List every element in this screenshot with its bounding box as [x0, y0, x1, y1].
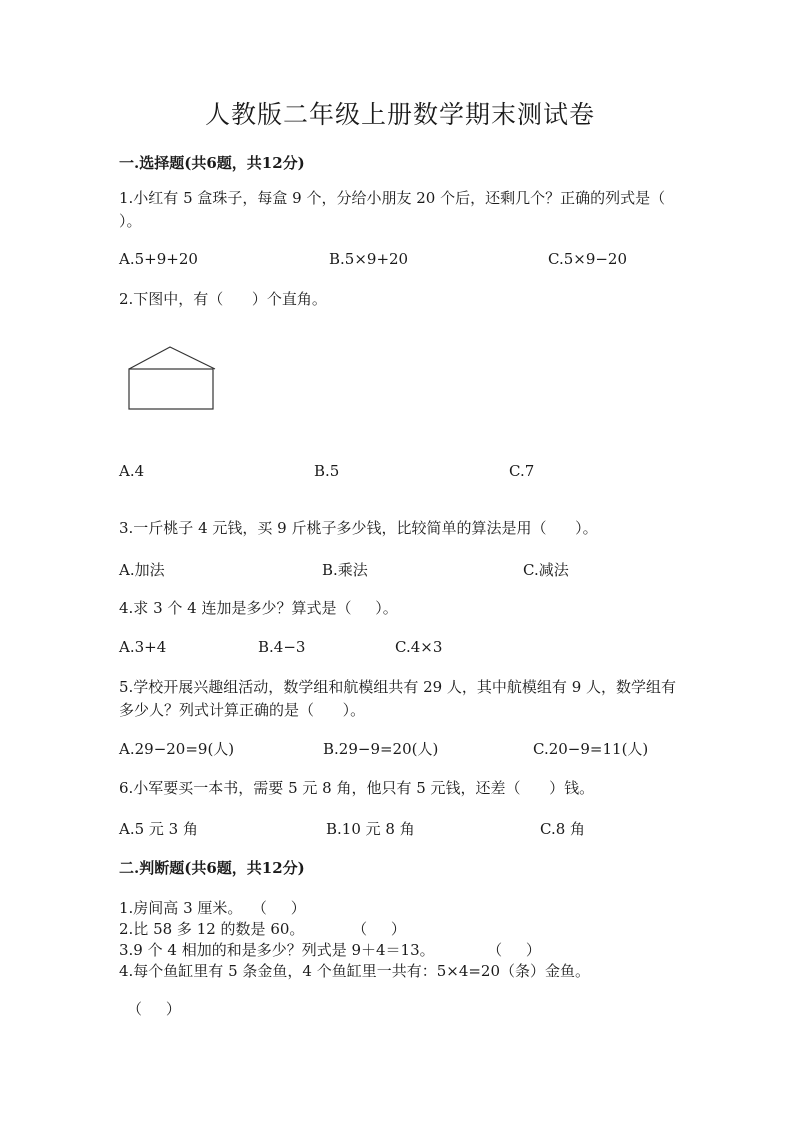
q3-option-c: C.减法 — [523, 561, 569, 579]
question-6: 6.小军要买一本书，需要 5 元 8 角，他只有 5 元钱，还差（ ）钱。 — [119, 779, 595, 797]
judgment-item-4: 4.每个鱼缸里有 5 条金鱼，4 个鱼缸里一共有：5×4=20（条）金鱼。 — [119, 962, 591, 980]
q1-option-b: B.5×9+20 — [329, 250, 409, 268]
page-title: 人教版二年级上册数学期末测试卷 — [204, 100, 595, 129]
q5-option-a: A.29−20=9(人) — [119, 740, 235, 758]
judgment-item-3: 3.9 个 4 相加的和是多少？列式是 9＋4＝13。 （ ） — [119, 941, 541, 959]
q2-option-b: B.5 — [314, 462, 340, 480]
q6-option-c: C.8 角 — [540, 820, 586, 838]
q1-option-c: C.5×9−20 — [548, 250, 628, 268]
q4-option-a: A.3+4 — [119, 638, 167, 656]
q2-option-c: C.7 — [509, 462, 535, 480]
judgment-item-1: 1.房间高 3 厘米。 （ ） — [119, 899, 306, 917]
question-4: 4.求 3 个 4 连加是多少？算式是（ ）。 — [119, 599, 398, 617]
question-5: 5.学校开展兴趣组活动，数学组和航模组共有 29 人，其中航模组有 9 人，数学组有多少人？列式计算正确的是（ ）。 — [119, 678, 677, 719]
q4-option-c: C.4×3 — [395, 638, 443, 656]
q5-option-c: C.20−9=11(人) — [533, 740, 649, 758]
q5-option-b: B.29−9=20(人) — [323, 740, 439, 758]
house-shape-figure — [127, 345, 219, 413]
judgment-item-4-answer-paren: （ ） — [127, 1000, 181, 1018]
question-3: 3.一斤桃子 4 元钱，买 9 斤桃子多少钱，比较简单的算法是用（ ）。 — [119, 519, 598, 537]
question-1: 1.小红有 5 盒珠子，每盒 9 个，分给小朋友 20 个后，还剩几个？正确的列式是（ ）。 — [119, 189, 704, 230]
roof-triangle — [129, 347, 215, 369]
section-heading-judgment: 二.判断题(共6题，共12分) — [119, 859, 305, 877]
q2-option-a: A.4 — [119, 462, 145, 480]
judgment-item-2: 2.比 58 多 12 的数是 60。 （ ） — [119, 920, 406, 938]
q4-option-b: B.4−3 — [258, 638, 306, 656]
q6-option-b: B.10 元 8 角 — [326, 820, 415, 838]
q3-option-a: A.加法 — [119, 561, 165, 579]
q1-option-a: A.5+9+20 — [119, 250, 198, 268]
q3-option-b: B.乘法 — [322, 561, 368, 579]
section-heading-choice: 一.选择题(共6题，共12分) — [119, 154, 305, 172]
q6-option-a: A.5 元 3 角 — [119, 820, 198, 838]
base-rectangle — [129, 369, 213, 409]
question-2: 2.下图中，有（ ）个直角。 — [119, 290, 327, 308]
